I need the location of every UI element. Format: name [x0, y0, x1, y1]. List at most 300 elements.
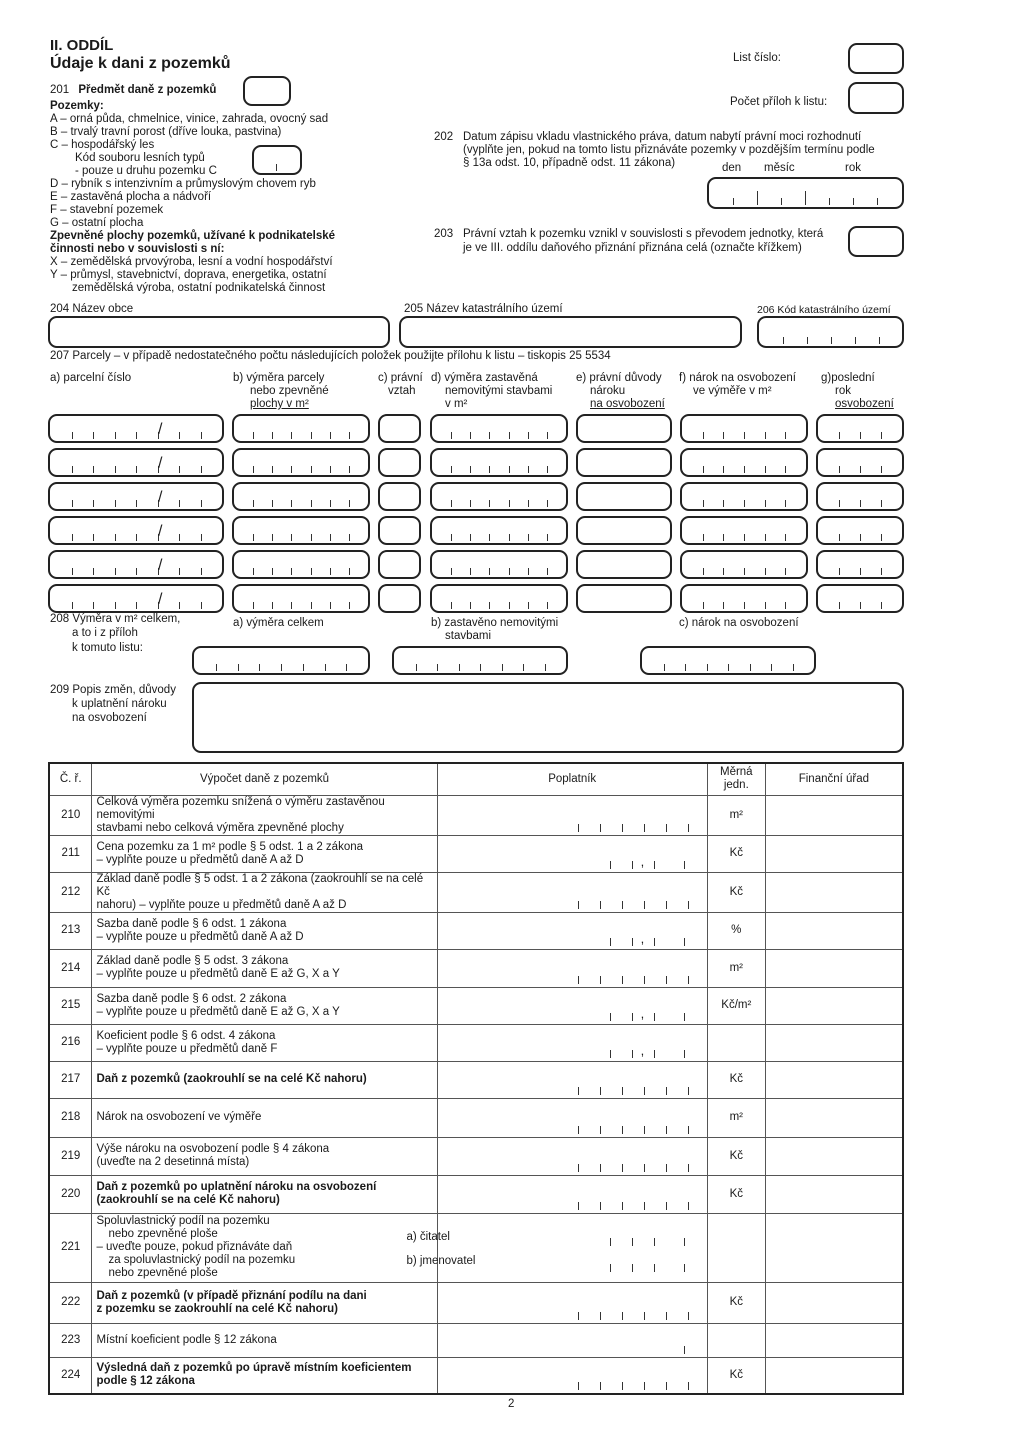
description-line: Výsledná daň z pozemků po úpravě místním koeficientem	[96, 1362, 412, 1374]
taxpayer-value-cell[interactable]	[437, 1098, 707, 1137]
description-line: (zaokrouhlí se na celé Kč nahoru)	[96, 1194, 280, 1206]
unit-cell: Kč	[707, 835, 765, 872]
col-reason-1: e) právní důvody	[576, 372, 662, 384]
co-ownership-block	[96, 1215, 476, 1280]
tick-mark	[136, 602, 137, 609]
tick-mark	[291, 534, 292, 541]
tick-mark	[839, 602, 840, 609]
unit-cell: Kč	[707, 872, 765, 912]
legal-relation-field[interactable]	[378, 448, 421, 477]
description-line: z pozemku se zaokrouhlí na celé Kč nahoru)	[96, 1302, 338, 1315]
last-exempt-year-field[interactable]	[816, 448, 904, 477]
tick-mark	[688, 1164, 689, 1172]
taxpayer-value-cell[interactable]	[437, 835, 707, 872]
table-row	[49, 1098, 903, 1137]
tick-mark	[684, 1264, 685, 1272]
land-type-e: E – zastavěná plocha a nádvoří	[50, 191, 212, 203]
tick-mark	[509, 432, 510, 439]
tax-office-cell	[765, 1024, 903, 1061]
tick-mark	[528, 432, 529, 439]
tick-mark	[201, 534, 202, 541]
total-exempt-area-field[interactable]	[640, 646, 816, 675]
tick-mark	[703, 432, 704, 439]
description-line: Celková výměra pozemku snížená o výměru zastavěnou nemovitými	[96, 795, 385, 821]
tick-mark	[881, 432, 882, 439]
parcel-slash: /	[158, 591, 163, 608]
table-row	[49, 1213, 903, 1282]
tick-mark	[451, 466, 452, 473]
unit-cell	[707, 1213, 765, 1282]
tick-mark	[750, 664, 751, 671]
parcel-area-field[interactable]	[232, 550, 370, 579]
land-type-f: F – stavební pozemek	[50, 204, 164, 216]
tax-office-cell	[765, 1098, 903, 1137]
tick-mark	[253, 602, 254, 609]
parcel-area-field[interactable]	[232, 516, 370, 545]
land-type-g: G – ostatní plocha	[50, 217, 144, 229]
tick-mark	[744, 432, 745, 439]
taxpayer-value-cell[interactable]	[437, 1061, 707, 1098]
tick-mark	[622, 1202, 623, 1210]
forest-code-label: Kód souboru lesních typů	[75, 152, 205, 164]
taxpayer-value-cell[interactable]	[437, 1175, 707, 1213]
r203-checkbox[interactable]	[848, 226, 904, 257]
tick-mark	[578, 1087, 579, 1095]
header-unit: Měrná jedn.	[707, 763, 765, 795]
tick-mark	[272, 500, 273, 507]
tick-mark	[509, 602, 510, 609]
exempt-area-field[interactable]	[680, 482, 808, 511]
row-number: 221	[49, 1213, 92, 1282]
tick-mark	[881, 534, 882, 541]
unit-cell: Kč/m²	[707, 987, 765, 1024]
municipality-field[interactable]	[48, 316, 390, 348]
unit-cell: Kč	[707, 1061, 765, 1098]
tick-mark	[72, 466, 73, 473]
description-line: Sazba daně podle § 6 odst. 1 zákona	[96, 917, 287, 930]
tick-mark	[201, 432, 202, 439]
tick-mark	[881, 466, 882, 473]
tick-mark	[523, 664, 524, 671]
description-line: Sazba daně podle § 6 odst. 2 zákona	[96, 992, 287, 1005]
tick-mark	[437, 664, 438, 671]
tick-mark	[349, 568, 350, 575]
tick-mark	[528, 534, 529, 541]
tick-mark	[688, 1087, 689, 1095]
exemption-reason-field[interactable]	[576, 516, 672, 545]
r209-label-3: na osvobození	[72, 712, 147, 724]
tick-mark	[622, 1164, 623, 1172]
row-description	[92, 872, 437, 912]
description-line: Nárok na osvobození ve výměře	[96, 1111, 262, 1123]
paved-heading-2: činnosti nebo v souvislosti s ní:	[50, 243, 225, 255]
cadastral-code-field[interactable]	[757, 316, 904, 348]
tick-mark	[688, 1382, 689, 1390]
tick-mark	[600, 901, 601, 909]
description-line: podle § 12 zákona	[96, 1375, 195, 1387]
exemption-reason-field[interactable]	[576, 414, 672, 443]
description-line: Místní koeficient podle § 12 zákona	[96, 1333, 277, 1346]
tick-mark	[470, 500, 471, 507]
taxpayer-value-cell[interactable]	[437, 1323, 707, 1357]
list-number-field[interactable]	[848, 43, 904, 74]
parcel-area-field[interactable]	[232, 448, 370, 477]
parcel-number-field[interactable]	[48, 584, 224, 613]
r203-line1: Právní vztah k pozemku vznikl v souvislosti s převodem jednotky, která	[463, 228, 824, 240]
tick-mark	[311, 534, 312, 541]
col-lastyear-3: osvobození	[835, 398, 894, 410]
tick-mark	[744, 466, 745, 473]
land-type-d: D – rybník s intenzivním a průmyslovým chovem ryb	[50, 178, 316, 190]
tick-mark	[179, 466, 180, 473]
tick-mark	[644, 1202, 645, 1210]
description-line: – vyplňte pouze u předmětů daně A až D	[96, 930, 304, 943]
col-parcel-number: a) parcelní číslo	[50, 372, 132, 384]
tick-mark	[547, 534, 548, 541]
tick-mark	[654, 1050, 655, 1058]
tick-mark	[728, 664, 729, 671]
taxpayer-value-cell[interactable]	[437, 872, 707, 912]
tick-mark	[489, 432, 490, 439]
tick-mark	[547, 466, 548, 473]
built-area-field[interactable]	[430, 414, 568, 443]
taxpayer-value-cell[interactable]	[437, 1213, 707, 1282]
tick-mark	[311, 500, 312, 507]
tick-mark	[839, 500, 840, 507]
tick-mark	[839, 432, 840, 439]
tick-mark	[684, 1050, 685, 1058]
r207-label: 207 Parcely – v případě nedostatečného počtu následujících položek použijte přílohu k listu – tiskopis 25 5534	[50, 350, 611, 362]
built-area-field[interactable]	[430, 516, 568, 545]
row-number: 215	[49, 987, 92, 1024]
parcel-slash: /	[158, 489, 163, 506]
tick-mark	[644, 1382, 645, 1390]
parcel-area-field[interactable]	[232, 584, 370, 613]
table-row	[49, 949, 903, 987]
tick-mark	[489, 466, 490, 473]
paved-type-y-cont: zemědělská výroba, ostatní podnikatelská činnost	[72, 282, 326, 294]
tax-office-cell	[765, 795, 903, 835]
tick-mark	[253, 500, 254, 507]
taxpayer-value-cell[interactable]	[437, 987, 707, 1024]
col-exempt-1: f) nárok na osvobození	[679, 372, 796, 384]
tick-mark	[93, 602, 94, 609]
last-exempt-year-field[interactable]	[816, 584, 904, 613]
tick-mark	[765, 602, 766, 609]
taxpayer-value-cell[interactable]	[437, 1357, 707, 1394]
tick-mark	[547, 602, 548, 609]
tick-mark	[881, 602, 882, 609]
built-area-field[interactable]	[430, 482, 568, 511]
tick-mark	[93, 500, 94, 507]
legal-relation-field[interactable]	[378, 550, 421, 579]
parcel-area-field[interactable]	[232, 414, 370, 443]
taxpayer-value-cell[interactable]	[437, 912, 707, 949]
changes-description-field[interactable]	[192, 682, 904, 753]
tick-mark	[93, 432, 94, 439]
r209-label-2: k uplatnění nároku	[72, 698, 167, 710]
tick-mark	[632, 861, 633, 869]
taxpayer-value-cell[interactable]	[437, 1282, 707, 1323]
decimal-comma: ,	[640, 1042, 645, 1058]
tick-mark	[578, 1164, 579, 1172]
tick-mark	[600, 824, 601, 832]
tick-mark	[311, 466, 312, 473]
col-legal-2: vztah	[388, 385, 416, 397]
forest-code-note: - pouze u druhu pozemku C	[75, 165, 217, 177]
total-area-field[interactable]	[192, 646, 370, 675]
header-taxpayer: Poplatník	[437, 763, 707, 795]
tick-mark	[349, 432, 350, 439]
tick-mark	[622, 1087, 623, 1095]
tick-mark	[136, 568, 137, 575]
r202-year-label: rok	[845, 162, 861, 174]
exempt-area-field[interactable]	[680, 584, 808, 613]
unit-cell: m²	[707, 1098, 765, 1137]
col-area-2: nebo zpevněné	[250, 385, 329, 397]
exemption-reason-field[interactable]	[576, 448, 672, 477]
taxpayer-value-cell[interactable]	[437, 949, 707, 987]
tick-mark	[311, 602, 312, 609]
tick-mark	[311, 432, 312, 439]
description-line: Daň z pozemků (zaokrouhlí se na celé Kč nahoru)	[96, 1073, 367, 1085]
col-reason-2: nároku	[590, 385, 626, 397]
description-line: Výše nároku na osvobození podle § 4 zákona	[96, 1143, 330, 1155]
tick-mark	[688, 1312, 689, 1320]
tax-calculation-table	[48, 762, 904, 1395]
exempt-area-field[interactable]	[680, 414, 808, 443]
tick-mark	[330, 534, 331, 541]
exempt-area-field[interactable]	[680, 448, 808, 477]
attachments-count-label: Počet příloh k listu:	[730, 96, 828, 108]
parcel-slash: /	[158, 557, 163, 574]
tick-mark	[723, 602, 724, 609]
tick-mark	[666, 1126, 667, 1134]
built-area-field[interactable]	[430, 448, 568, 477]
r202-day-label: den	[722, 162, 742, 174]
row-number: 216	[49, 1024, 92, 1061]
row-description	[92, 1024, 437, 1061]
tick-mark	[272, 466, 273, 473]
tick-mark	[470, 432, 471, 439]
col-lastyear-2: rok	[835, 385, 851, 397]
co-ownership-line: – uveďte pouze, pokud přiznáváte daň	[96, 1241, 293, 1253]
tick-mark	[253, 432, 254, 439]
taxpayer-value-cell[interactable]	[437, 1024, 707, 1061]
tick-mark	[480, 664, 481, 671]
tick-mark	[179, 568, 180, 575]
total-built-area-field[interactable]	[392, 646, 568, 675]
tick-mark	[654, 861, 655, 869]
tick-mark	[528, 602, 529, 609]
r202-line1: Datum zápisu vkladu vlastnického práva, datum nabytí právní moci rozhodnutí	[463, 131, 862, 143]
built-area-field[interactable]	[430, 584, 568, 613]
col-area-1: b) výměra parcely	[233, 372, 325, 384]
parcel-number-field[interactable]	[48, 482, 224, 511]
taxpayer-value-cell[interactable]	[437, 795, 707, 835]
co-ownership-line: nebo zpevněné ploše	[108, 1267, 218, 1279]
tax-office-cell	[765, 872, 903, 912]
tick-mark	[666, 901, 667, 909]
row-description	[92, 1175, 437, 1213]
tick-mark	[664, 664, 665, 671]
table-header-row	[49, 763, 903, 795]
tick-mark	[509, 500, 510, 507]
r201-subject-field[interactable]	[243, 76, 291, 106]
parcel-number-field[interactable]	[48, 550, 224, 579]
tick-mark	[253, 568, 254, 575]
description-line: – vyplňte pouze u předmětů daně E až G, X a Y	[96, 968, 340, 980]
tick-mark	[765, 534, 766, 541]
description-line: Daň z pozemků po uplatnění nároku na osvobození	[96, 1181, 377, 1193]
r202-date-field[interactable]	[707, 177, 904, 209]
tick-mark	[451, 432, 452, 439]
tick-mark	[238, 664, 239, 671]
tax-office-cell	[765, 1137, 903, 1175]
description-line: – vyplňte pouze u předmětů daně E až G, X a Y	[96, 1005, 340, 1018]
paved-type-x: X – zemědělská prvovýroba, lesní a vodní hospodářství	[50, 256, 333, 268]
r201-title: Předmět daně z pozemků	[78, 84, 217, 96]
tick-mark	[272, 602, 273, 609]
tick-mark	[744, 534, 745, 541]
tick-mark	[216, 664, 217, 671]
forest-code-field[interactable]	[252, 145, 302, 175]
tick-mark	[291, 432, 292, 439]
tick-mark	[303, 664, 304, 671]
tick-mark	[179, 432, 180, 439]
col-legal-1: c) právní	[378, 372, 423, 384]
row-description	[92, 835, 437, 872]
r208-col-a: a) výměra celkem	[233, 617, 324, 629]
tick-mark	[600, 1087, 601, 1095]
last-exempt-year-field[interactable]	[816, 482, 904, 511]
r201-label	[50, 84, 216, 97]
tax-office-cell	[765, 1282, 903, 1323]
table-row	[49, 1061, 903, 1098]
tick-mark	[528, 500, 529, 507]
list-number-label: List číslo:	[733, 52, 781, 64]
parcel-area-field[interactable]	[232, 482, 370, 511]
tick-mark	[201, 568, 202, 575]
tick-mark	[547, 500, 548, 507]
tick-mark	[600, 1126, 601, 1134]
tick-mark	[610, 1013, 611, 1021]
exemption-reason-field[interactable]	[576, 550, 672, 579]
table-row	[49, 1282, 903, 1323]
taxpayer-value-cell[interactable]	[437, 1137, 707, 1175]
r208-col-b2: stavbami	[445, 630, 492, 642]
tick-mark	[272, 534, 273, 541]
numerator-label: a) čitatel	[406, 1231, 450, 1243]
tick-mark	[349, 466, 350, 473]
section-title: Údaje k dani z pozemků	[50, 55, 231, 72]
parcel-number-field[interactable]	[48, 516, 224, 545]
r208-col-b1: b) zastavěno nemovitými	[431, 617, 559, 629]
cadastral-name-field[interactable]	[399, 316, 742, 348]
tick-mark	[881, 568, 882, 575]
r208-col-c: c) nárok na osvobození	[679, 617, 799, 629]
r206-label: 206 Kód katastrálního území	[757, 304, 891, 316]
tick-mark	[600, 976, 601, 984]
last-exempt-year-field[interactable]	[816, 516, 904, 545]
tick-mark	[703, 602, 704, 609]
land-type-b: B – trvalý travní porost (dříve louka, pastvina)	[50, 126, 282, 138]
tick-mark	[136, 534, 137, 541]
tick-mark	[330, 500, 331, 507]
tick-mark	[330, 432, 331, 439]
r202-month-label: měsíc	[764, 162, 795, 174]
tick-mark	[666, 1202, 667, 1210]
tax-office-cell	[765, 1175, 903, 1213]
table-row	[49, 987, 903, 1024]
tick-mark	[839, 534, 840, 541]
tick-mark	[451, 568, 452, 575]
tax-office-cell	[765, 1323, 903, 1357]
tick-mark	[765, 500, 766, 507]
decimal-comma: ,	[640, 1005, 645, 1021]
tick-mark	[578, 976, 579, 984]
row-number: 211	[49, 835, 92, 872]
co-ownership-line: za spoluvlastnický podíl na pozemku	[108, 1254, 296, 1266]
tick-mark	[259, 664, 260, 671]
decimal-comma: ,	[640, 853, 645, 869]
exempt-area-field[interactable]	[680, 550, 808, 579]
tick-mark	[793, 664, 794, 671]
r205-label: 205 Název katastrálního území	[404, 303, 563, 315]
legal-relation-field[interactable]	[378, 414, 421, 443]
tick-mark	[349, 500, 350, 507]
attachments-count-field[interactable]	[848, 82, 904, 114]
row-number: 219	[49, 1137, 92, 1175]
r208-label-2: a to i z příloh	[72, 627, 138, 639]
tick-mark	[666, 976, 667, 984]
last-exempt-year-field[interactable]	[816, 550, 904, 579]
tick-mark	[765, 432, 766, 439]
legal-relation-field[interactable]	[378, 584, 421, 613]
tick-mark	[578, 1202, 579, 1210]
tick-mark	[72, 534, 73, 541]
r201-number: 201	[50, 84, 70, 96]
unit-cell: m²	[707, 949, 765, 987]
tick-mark	[771, 664, 772, 671]
row-description	[92, 1098, 437, 1137]
built-area-field[interactable]	[430, 550, 568, 579]
exemption-reason-field[interactable]	[576, 584, 672, 613]
tick-mark	[253, 466, 254, 473]
legal-relation-field[interactable]	[378, 482, 421, 511]
exemption-reason-field[interactable]	[576, 482, 672, 511]
parcel-number-field[interactable]	[48, 448, 224, 477]
tick-mark	[115, 500, 116, 507]
tick-mark	[684, 1013, 685, 1021]
co-ownership-line: nebo zpevněné ploše	[108, 1228, 218, 1240]
exempt-area-field[interactable]	[680, 516, 808, 545]
tick-mark	[785, 432, 786, 439]
row-description	[92, 795, 437, 835]
last-exempt-year-field[interactable]	[816, 414, 904, 443]
tick-mark	[622, 1382, 623, 1390]
description-line: Cena pozemku za 1 m² podle § 5 odst. 1 a 2 zákona	[96, 840, 364, 853]
unit-cell: Kč	[707, 1357, 765, 1394]
tax-office-cell	[765, 1061, 903, 1098]
tick-mark	[707, 664, 708, 671]
tick-mark	[860, 500, 861, 507]
land-type-a: A – orná půda, chmelnice, vinice, zahrada, ovocný sad	[50, 113, 329, 125]
legal-relation-field[interactable]	[378, 516, 421, 545]
tick-mark	[839, 466, 840, 473]
tick-mark	[610, 1264, 611, 1272]
parcel-number-field[interactable]	[48, 414, 224, 443]
